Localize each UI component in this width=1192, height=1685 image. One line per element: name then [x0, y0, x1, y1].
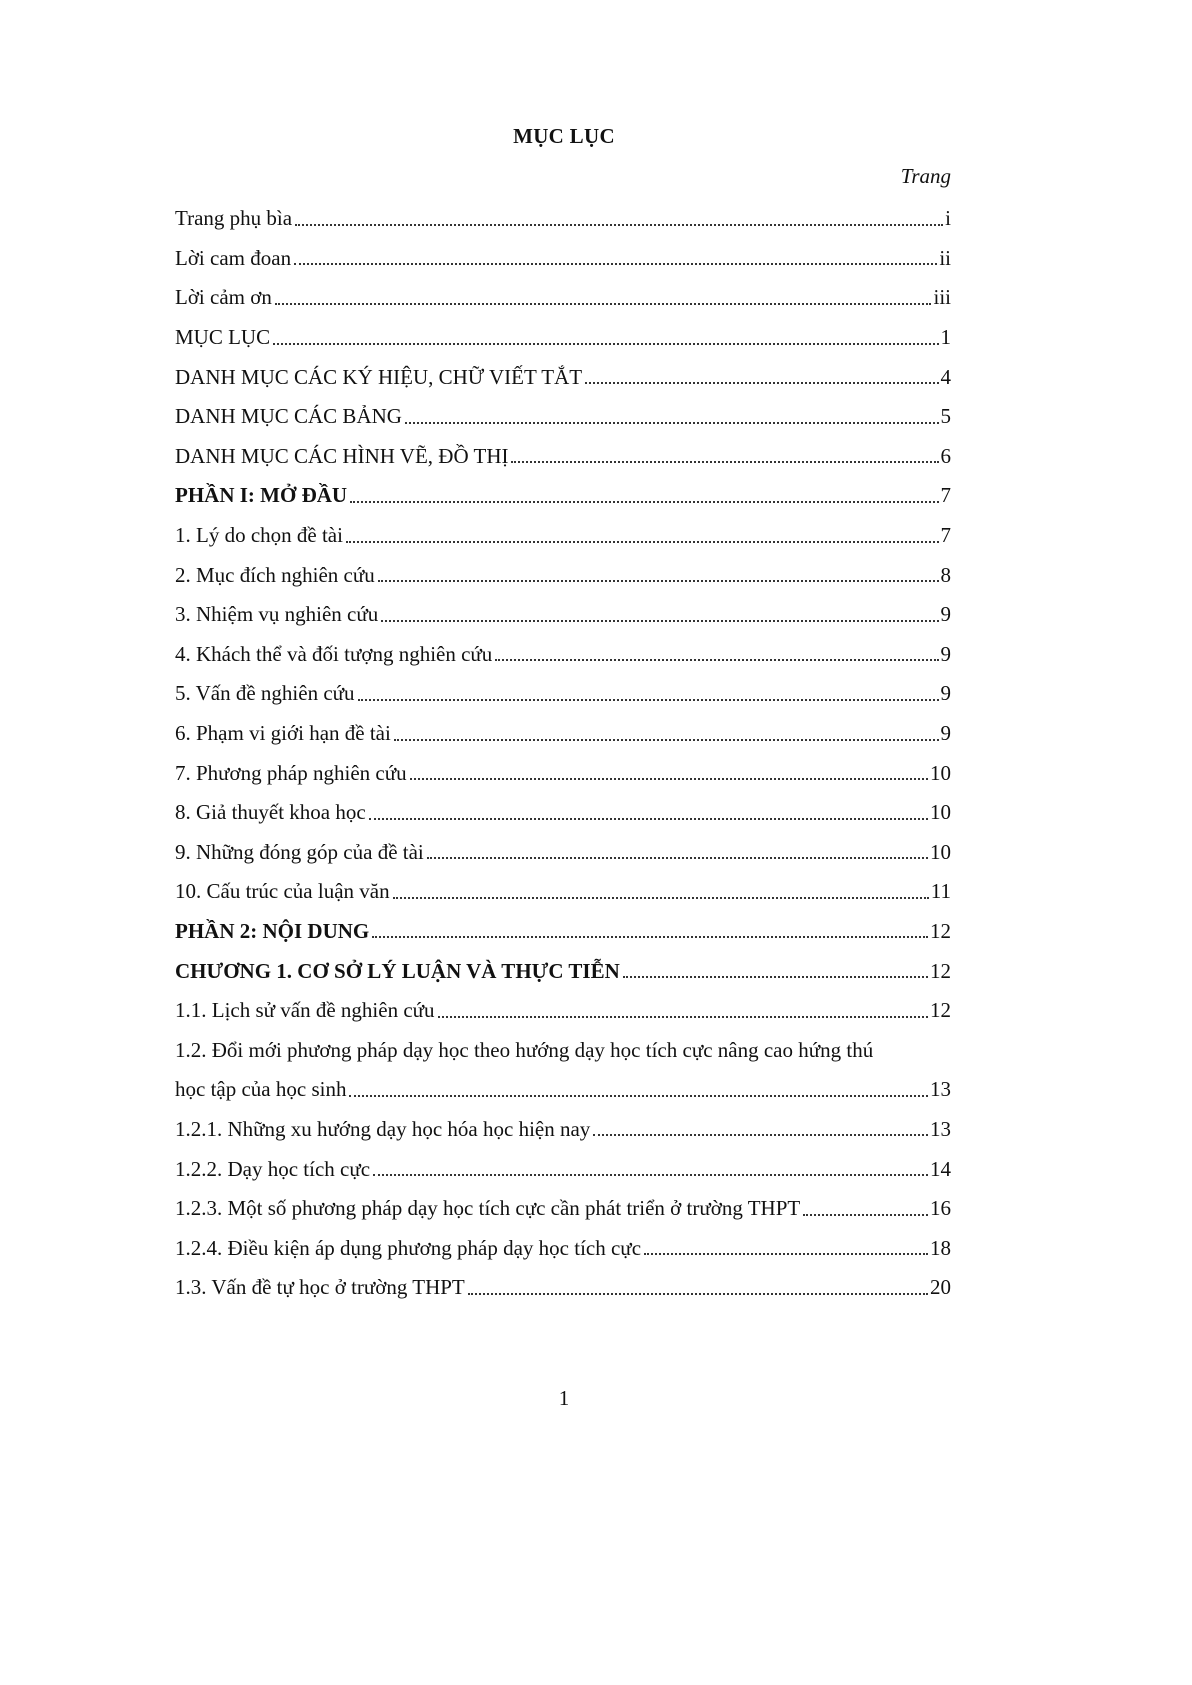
toc-entry-title: học tập của học sinh [175, 1077, 347, 1102]
toc-entry-title: 1.2.1. Những xu hướng dạy học hóa học hiện nay [175, 1116, 591, 1141]
toc-entry-title: DANH MỤC CÁC BẢNG [175, 404, 402, 429]
toc-entry [175, 1228, 951, 1268]
dot-leader [623, 976, 928, 978]
toc-entry [175, 476, 951, 516]
toc-entry [175, 397, 951, 437]
dot-leader [295, 224, 943, 226]
dot-leader [438, 1016, 928, 1018]
toc-entry-page: 9 [940, 681, 951, 706]
toc-entry-page: 4 [940, 364, 951, 389]
dot-leader [372, 936, 928, 938]
toc-entry [175, 357, 951, 397]
toc-entry-title: 8. Giả thuyết khoa học [175, 800, 366, 825]
toc-entry-title: 4. Khách thể và đối tượng nghiên cứu [175, 641, 493, 666]
toc-entry-title: PHẦN 2: NỘI DUNG [175, 918, 370, 943]
toc-entry-title: CHƯƠNG 1. CƠ SỞ LÝ LUẬN VÀ THỰC TIỄN [175, 958, 620, 983]
table-of-contents [175, 199, 951, 1308]
dot-leader [346, 541, 939, 543]
dot-leader [644, 1253, 928, 1255]
toc-entry [175, 437, 951, 477]
toc-entry [175, 1189, 951, 1229]
toc-entry [175, 1030, 951, 1070]
page-column-label: Trang [900, 164, 951, 188]
toc-entry [175, 1070, 951, 1110]
dot-leader [394, 739, 939, 741]
toc-entry-title: Lời cảm ơn [175, 285, 272, 310]
toc-entry-page: 20 [930, 1275, 951, 1300]
toc-entry [175, 516, 951, 556]
toc-entry-title: DANH MỤC CÁC KÝ HIỆU, CHỮ VIẾT TẮT [175, 364, 583, 389]
toc-entry-page: 16 [930, 1196, 951, 1221]
toc-entry-title: Lời cam đoan [175, 245, 292, 270]
dot-leader [275, 303, 932, 305]
dot-leader [410, 778, 928, 780]
toc-entry [175, 199, 951, 239]
toc-entry [175, 912, 951, 952]
dot-leader [468, 1293, 928, 1295]
toc-entry [175, 555, 951, 595]
toc-entry-title: 1.3. Vấn đề tự học ở trường THPT [175, 1275, 465, 1300]
toc-entry-title: 1.1. Lịch sử vấn đề nghiên cứu [175, 998, 435, 1023]
dot-leader [803, 1214, 928, 1216]
toc-entry-title: 2. Mục đích nghiên cứu [175, 562, 375, 587]
toc-entry-page: 6 [940, 443, 951, 468]
dot-leader [427, 857, 928, 859]
toc-entry-title: 6. Phạm vi giới hạn đề tài [175, 721, 391, 746]
toc-entry-page: 7 [940, 483, 951, 508]
toc-entry-page: 14 [930, 1156, 951, 1181]
dot-leader [393, 897, 929, 899]
toc-entry-title: 1. Lý do chọn đề tài [175, 523, 343, 548]
toc-entry [175, 318, 951, 358]
toc-entry-title: 5. Vấn đề nghiên cứu [175, 681, 355, 706]
toc-entry-page: 7 [940, 523, 951, 548]
dot-leader [511, 461, 938, 463]
toc-entry [175, 595, 951, 635]
toc-entry [175, 833, 951, 873]
toc-entry-page: 13 [930, 1077, 951, 1102]
toc-entry-page: 11 [930, 879, 951, 904]
toc-entry-title: 1.2.4. Điều kiện áp dụng phương pháp dạy học tích cực [175, 1235, 642, 1260]
toc-entry-page: 5 [940, 404, 951, 429]
toc-entry-page: 18 [930, 1235, 951, 1260]
toc-entry-page: 12 [930, 998, 951, 1023]
toc-entry-page: iii [933, 285, 951, 310]
toc-entry-title: 7. Phương pháp nghiên cứu [175, 760, 407, 785]
toc-entry-page: i [945, 206, 951, 231]
dot-leader [369, 818, 928, 820]
toc-entry [175, 1268, 951, 1308]
dot-leader [349, 1095, 928, 1097]
toc-entry-title: 1.2.2. Dạy học tích cực [175, 1156, 371, 1181]
toc-entry [175, 1149, 951, 1189]
toc-entry [175, 674, 951, 714]
toc-entry [175, 1110, 951, 1150]
dot-leader [585, 382, 938, 384]
dot-leader [381, 620, 938, 622]
toc-entry-title: 3. Nhiệm vụ nghiên cứu [175, 602, 379, 627]
toc-entry-page: 12 [930, 918, 951, 943]
toc-entry-page: 9 [940, 641, 951, 666]
toc-entry [175, 991, 951, 1031]
dot-leader [350, 501, 938, 503]
toc-entry-title: 1.2.3. Một số phương pháp dạy học tích cực cần phát triển ở trường THPT [175, 1196, 801, 1221]
toc-entry-title: MỤC LỤC [175, 325, 271, 350]
toc-entry-title: PHẦN I: MỞ ĐẦU [175, 483, 348, 508]
toc-entry-page: 9 [940, 721, 951, 746]
toc-entry-title: Trang phụ bìa [175, 206, 293, 231]
dot-leader [378, 580, 939, 582]
toc-entry-page: 9 [940, 602, 951, 627]
toc-entry-page: ii [939, 245, 951, 270]
toc-entry-title: 1.2. Đổi mới phương pháp dạy học theo hướng dạy học tích cực nâng cao hứng thú [175, 1037, 874, 1062]
page-title: MỤC LỤC [513, 124, 615, 148]
toc-entry [175, 239, 951, 279]
toc-entry-page: 8 [940, 562, 951, 587]
page-number: 1 [558, 1386, 570, 1410]
dot-leader [358, 699, 939, 701]
toc-entry-page: 1 [940, 325, 951, 350]
toc-entry [175, 635, 951, 675]
toc-entry-page: 10 [930, 839, 951, 864]
toc-entry [175, 278, 951, 318]
dot-leader [294, 263, 937, 265]
toc-entry-title: 9. Những đóng góp của đề tài [175, 839, 424, 864]
toc-entry [175, 793, 951, 833]
toc-entry-title: DANH MỤC CÁC HÌNH VẼ, ĐỒ THỊ [175, 443, 509, 468]
toc-entry [175, 753, 951, 793]
toc-entry [175, 714, 951, 754]
dot-leader [405, 422, 939, 424]
dot-leader [495, 659, 938, 661]
dot-leader [373, 1174, 928, 1176]
toc-entry-page: 10 [930, 800, 951, 825]
dot-leader [273, 343, 938, 345]
toc-entry-title: 10. Cấu trúc của luận văn [175, 879, 390, 904]
toc-entry-page: 10 [930, 760, 951, 785]
toc-entry-page: 13 [930, 1116, 951, 1141]
dot-leader [593, 1134, 928, 1136]
toc-entry-page: 12 [930, 958, 951, 983]
toc-entry [175, 872, 951, 912]
toc-entry [175, 951, 951, 991]
